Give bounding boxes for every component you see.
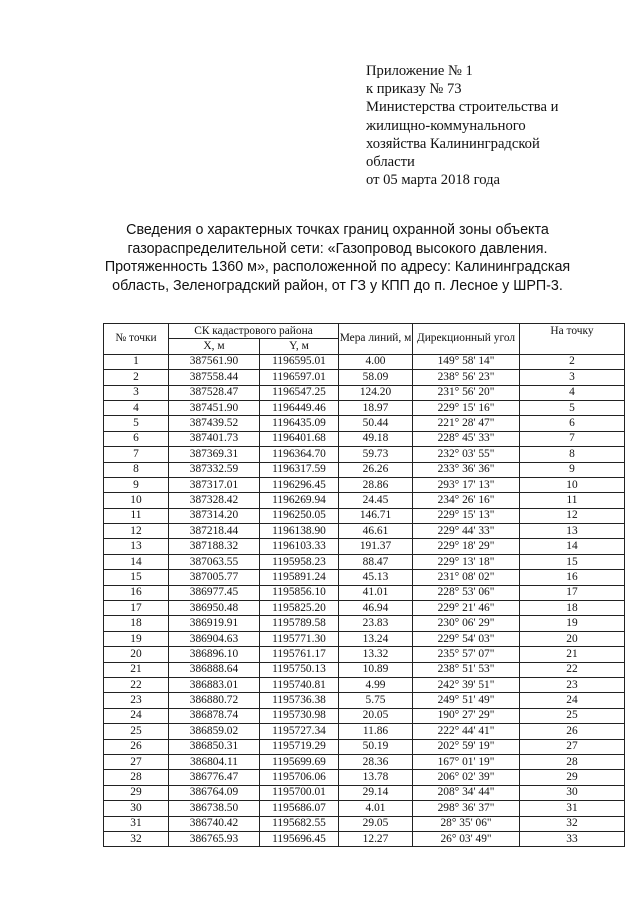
title-line: Сведения о характерных точках границ охранной зоны объекта bbox=[126, 222, 549, 238]
cell-measure: 13.24 bbox=[339, 631, 413, 646]
cell-direction: 28° 35' 06" bbox=[413, 816, 520, 831]
cell-measure: 29.14 bbox=[339, 785, 413, 800]
cell-to-point: 24 bbox=[520, 693, 625, 708]
table-row bbox=[104, 493, 625, 508]
table-row bbox=[104, 539, 625, 554]
cell-y: 1196401.68 bbox=[260, 431, 339, 446]
cell-point-no: 30 bbox=[104, 801, 169, 816]
table-row bbox=[104, 693, 625, 708]
cell-direction: 238° 56' 23" bbox=[413, 370, 520, 385]
table-row bbox=[104, 770, 625, 785]
cell-to-point: 13 bbox=[520, 524, 625, 539]
cell-direction: 234° 26' 16" bbox=[413, 493, 520, 508]
cell-x: 387317.01 bbox=[169, 477, 260, 492]
cell-y: 1196597.01 bbox=[260, 370, 339, 385]
cell-point-no: 27 bbox=[104, 754, 169, 769]
cell-x: 387188.32 bbox=[169, 539, 260, 554]
cell-point-no: 15 bbox=[104, 570, 169, 585]
cell-x: 386883.01 bbox=[169, 677, 260, 692]
table-row bbox=[104, 477, 625, 492]
header-point-no: № точки bbox=[104, 324, 169, 355]
table-row bbox=[104, 462, 625, 477]
appendix-line: к приказу № 73 bbox=[366, 81, 462, 98]
cell-to-point: 33 bbox=[520, 831, 625, 846]
cell-x: 386850.31 bbox=[169, 739, 260, 754]
cell-measure: 29.05 bbox=[339, 816, 413, 831]
cell-to-point: 19 bbox=[520, 616, 625, 631]
cell-y: 1195825.20 bbox=[260, 601, 339, 616]
cell-measure: 28.86 bbox=[339, 477, 413, 492]
cell-direction: 238° 51' 53" bbox=[413, 662, 520, 677]
cell-point-no: 1 bbox=[104, 354, 169, 369]
cell-direction: 221° 28' 47" bbox=[413, 416, 520, 431]
header-x: X, м bbox=[169, 339, 260, 354]
cell-direction: 229° 21' 46" bbox=[413, 601, 520, 616]
cell-x: 386880.72 bbox=[169, 693, 260, 708]
cell-measure: 58.09 bbox=[339, 370, 413, 385]
cell-y: 1195699.69 bbox=[260, 754, 339, 769]
cell-to-point: 22 bbox=[520, 662, 625, 677]
cell-measure: 10.89 bbox=[339, 662, 413, 677]
cell-y: 1196103.33 bbox=[260, 539, 339, 554]
cell-to-point: 11 bbox=[520, 493, 625, 508]
cell-y: 1196364.70 bbox=[260, 447, 339, 462]
cell-x: 386859.02 bbox=[169, 724, 260, 739]
cell-point-no: 25 bbox=[104, 724, 169, 739]
cell-to-point: 20 bbox=[520, 631, 625, 646]
cell-measure: 23.83 bbox=[339, 616, 413, 631]
table-row bbox=[104, 662, 625, 677]
cell-point-no: 32 bbox=[104, 831, 169, 846]
table-row bbox=[104, 647, 625, 662]
cell-to-point: 15 bbox=[520, 554, 625, 569]
cell-to-point: 26 bbox=[520, 724, 625, 739]
cell-direction: 167° 01' 19" bbox=[413, 754, 520, 769]
cell-direction: 222° 44' 41" bbox=[413, 724, 520, 739]
cell-point-no: 18 bbox=[104, 616, 169, 631]
cell-point-no: 14 bbox=[104, 554, 169, 569]
cell-measure: 18.97 bbox=[339, 400, 413, 415]
cell-direction: 190° 27' 29" bbox=[413, 708, 520, 723]
cell-x: 387332.59 bbox=[169, 462, 260, 477]
table-row bbox=[104, 831, 625, 846]
cell-to-point: 30 bbox=[520, 785, 625, 800]
table-row bbox=[104, 385, 625, 400]
cell-direction: 242° 39' 51" bbox=[413, 677, 520, 692]
cell-measure: 191.37 bbox=[339, 539, 413, 554]
cell-to-point: 4 bbox=[520, 385, 625, 400]
cell-y: 1195696.45 bbox=[260, 831, 339, 846]
cell-y: 1195706.06 bbox=[260, 770, 339, 785]
cell-y: 1196435.09 bbox=[260, 416, 339, 431]
cell-to-point: 10 bbox=[520, 477, 625, 492]
cell-point-no: 5 bbox=[104, 416, 169, 431]
cell-measure: 45.13 bbox=[339, 570, 413, 585]
table-row bbox=[104, 801, 625, 816]
cell-measure: 11.86 bbox=[339, 724, 413, 739]
cell-point-no: 13 bbox=[104, 539, 169, 554]
cell-point-no: 9 bbox=[104, 477, 169, 492]
cell-direction: 298° 36' 37" bbox=[413, 801, 520, 816]
table-row bbox=[104, 431, 625, 446]
cell-y: 1196547.25 bbox=[260, 385, 339, 400]
cell-measure: 12.27 bbox=[339, 831, 413, 846]
cell-to-point: 3 bbox=[520, 370, 625, 385]
cell-x: 387401.73 bbox=[169, 431, 260, 446]
cell-x: 386776.47 bbox=[169, 770, 260, 785]
cell-x: 386950.48 bbox=[169, 601, 260, 616]
cell-direction: 229° 44' 33" bbox=[413, 524, 520, 539]
cell-direction: 235° 57' 07" bbox=[413, 647, 520, 662]
table-row bbox=[104, 370, 625, 385]
cell-x: 387328.42 bbox=[169, 493, 260, 508]
cell-x: 387451.90 bbox=[169, 400, 260, 415]
table-row bbox=[104, 616, 625, 631]
table-row bbox=[104, 816, 625, 831]
table-row bbox=[104, 554, 625, 569]
cell-direction: 208° 34' 44" bbox=[413, 785, 520, 800]
cell-y: 1195789.58 bbox=[260, 616, 339, 631]
cell-measure: 50.19 bbox=[339, 739, 413, 754]
cell-point-no: 28 bbox=[104, 770, 169, 785]
cell-x: 386888.64 bbox=[169, 662, 260, 677]
document-title bbox=[90, 221, 585, 295]
cell-x: 387369.31 bbox=[169, 447, 260, 462]
cell-point-no: 21 bbox=[104, 662, 169, 677]
cell-point-no: 17 bbox=[104, 601, 169, 616]
cell-direction: 228° 45' 33" bbox=[413, 431, 520, 446]
header-cadastral: СК кадастрового района bbox=[169, 324, 339, 339]
cell-measure: 49.18 bbox=[339, 431, 413, 446]
cell-x: 386740.42 bbox=[169, 816, 260, 831]
table-row bbox=[104, 631, 625, 646]
cell-direction: 229° 15' 16" bbox=[413, 400, 520, 415]
cell-to-point: 21 bbox=[520, 647, 625, 662]
appendix-line: Министерства строительства и bbox=[366, 99, 559, 116]
cell-direction: 229° 13' 18" bbox=[413, 554, 520, 569]
cell-y: 1196250.05 bbox=[260, 508, 339, 523]
cell-x: 386919.91 bbox=[169, 616, 260, 631]
cell-point-no: 3 bbox=[104, 385, 169, 400]
header-y: Y, м bbox=[260, 339, 339, 354]
cell-to-point: 31 bbox=[520, 801, 625, 816]
table-row bbox=[104, 724, 625, 739]
cell-y: 1195761.17 bbox=[260, 647, 339, 662]
cell-measure: 146.71 bbox=[339, 508, 413, 523]
cell-y: 1195700.01 bbox=[260, 785, 339, 800]
cell-y: 1195771.30 bbox=[260, 631, 339, 646]
cell-to-point: 12 bbox=[520, 508, 625, 523]
cell-to-point: 32 bbox=[520, 816, 625, 831]
cell-measure: 26.26 bbox=[339, 462, 413, 477]
cell-point-no: 26 bbox=[104, 739, 169, 754]
cell-x: 386764.09 bbox=[169, 785, 260, 800]
cell-to-point: 6 bbox=[520, 416, 625, 431]
table-row bbox=[104, 677, 625, 692]
cell-point-no: 23 bbox=[104, 693, 169, 708]
cell-direction: 229° 18' 29" bbox=[413, 539, 520, 554]
cell-direction: 249° 51' 49" bbox=[413, 693, 520, 708]
cell-measure: 13.32 bbox=[339, 647, 413, 662]
table-row bbox=[104, 585, 625, 600]
cell-direction: 149° 58' 14" bbox=[413, 354, 520, 369]
cell-y: 1196269.94 bbox=[260, 493, 339, 508]
cell-direction: 206° 02' 39" bbox=[413, 770, 520, 785]
cell-measure: 41.01 bbox=[339, 585, 413, 600]
cell-measure: 46.61 bbox=[339, 524, 413, 539]
table-row bbox=[104, 447, 625, 462]
cell-x: 386896.10 bbox=[169, 647, 260, 662]
header-to-point: На точку bbox=[520, 324, 625, 355]
table-row bbox=[104, 754, 625, 769]
cell-to-point: 14 bbox=[520, 539, 625, 554]
cell-x: 386878.74 bbox=[169, 708, 260, 723]
cell-y: 1196138.90 bbox=[260, 524, 339, 539]
cell-y: 1196595.01 bbox=[260, 354, 339, 369]
title-line: область, Зеленоградский район, от ГЗ у КПП до п. Лесное у ШРП-3. bbox=[112, 277, 563, 294]
cell-direction: 26° 03' 49" bbox=[413, 831, 520, 846]
header-measure: Мера линий, м bbox=[339, 324, 413, 355]
cell-y: 1195727.34 bbox=[260, 724, 339, 739]
cell-x: 387005.77 bbox=[169, 570, 260, 585]
table-row bbox=[104, 354, 625, 369]
cell-y: 1195740.81 bbox=[260, 677, 339, 692]
coordinates-table bbox=[103, 323, 625, 847]
cell-x: 386904.63 bbox=[169, 631, 260, 646]
cell-direction: 293° 17' 13" bbox=[413, 477, 520, 492]
cell-y: 1196296.45 bbox=[260, 477, 339, 492]
cell-to-point: 23 bbox=[520, 677, 625, 692]
cell-point-no: 19 bbox=[104, 631, 169, 646]
cell-x: 386804.11 bbox=[169, 754, 260, 769]
cell-x: 387063.55 bbox=[169, 554, 260, 569]
cell-point-no: 8 bbox=[104, 462, 169, 477]
cell-direction: 229° 15' 13" bbox=[413, 508, 520, 523]
cell-y: 1195730.98 bbox=[260, 708, 339, 723]
cell-to-point: 27 bbox=[520, 739, 625, 754]
appendix-line: хозяйства Калининградской bbox=[366, 135, 540, 152]
cell-y: 1196317.59 bbox=[260, 462, 339, 477]
appendix-line: от 05 марта 2018 года bbox=[366, 172, 501, 189]
cell-to-point: 2 bbox=[520, 354, 625, 369]
table-row bbox=[104, 708, 625, 723]
cell-to-point: 5 bbox=[520, 400, 625, 415]
cell-point-no: 6 bbox=[104, 431, 169, 446]
cell-y: 1195719.29 bbox=[260, 739, 339, 754]
title-line: Протяженность 1360 м», расположенной по адресу: Калининградская bbox=[104, 259, 571, 276]
cell-x: 387218.44 bbox=[169, 524, 260, 539]
cell-measure: 20.05 bbox=[339, 708, 413, 723]
cell-to-point: 8 bbox=[520, 447, 625, 462]
cell-measure: 50.44 bbox=[339, 416, 413, 431]
cell-point-no: 31 bbox=[104, 816, 169, 831]
cell-to-point: 18 bbox=[520, 601, 625, 616]
cell-measure: 4.01 bbox=[339, 801, 413, 816]
title-line: газораспределительной сети: «Газопровод высокого давления. bbox=[127, 240, 548, 257]
cell-measure: 124.20 bbox=[339, 385, 413, 400]
cell-y: 1195736.38 bbox=[260, 693, 339, 708]
cell-x: 387439.52 bbox=[169, 416, 260, 431]
appendix-line: Приложение № 1 bbox=[366, 63, 473, 79]
cell-measure: 24.45 bbox=[339, 493, 413, 508]
table-row bbox=[104, 785, 625, 800]
cell-direction: 202° 59' 19" bbox=[413, 739, 520, 754]
cell-x: 387528.47 bbox=[169, 385, 260, 400]
cell-measure: 5.75 bbox=[339, 693, 413, 708]
appendix-block bbox=[366, 62, 616, 189]
cell-direction: 228° 53' 06" bbox=[413, 585, 520, 600]
cell-y: 1195856.10 bbox=[260, 585, 339, 600]
cell-measure: 13.78 bbox=[339, 770, 413, 785]
cell-direction: 231° 08' 02" bbox=[413, 570, 520, 585]
table-row bbox=[104, 601, 625, 616]
cell-point-no: 16 bbox=[104, 585, 169, 600]
table-row bbox=[104, 524, 625, 539]
cell-x: 386765.93 bbox=[169, 831, 260, 846]
cell-point-no: 7 bbox=[104, 447, 169, 462]
cell-x: 387314.20 bbox=[169, 508, 260, 523]
cell-y: 1195958.23 bbox=[260, 554, 339, 569]
table-row bbox=[104, 570, 625, 585]
cell-direction: 230° 06' 29" bbox=[413, 616, 520, 631]
cell-to-point: 17 bbox=[520, 585, 625, 600]
header-direction: Дирекционный угол bbox=[413, 324, 520, 355]
cell-x: 387561.90 bbox=[169, 354, 260, 369]
cell-measure: 88.47 bbox=[339, 554, 413, 569]
table-row bbox=[104, 739, 625, 754]
cell-measure: 28.36 bbox=[339, 754, 413, 769]
cell-y: 1196449.46 bbox=[260, 400, 339, 415]
cell-point-no: 24 bbox=[104, 708, 169, 723]
appendix-line: жилищно-коммунального bbox=[366, 117, 526, 134]
table-body bbox=[104, 354, 625, 847]
cell-point-no: 22 bbox=[104, 677, 169, 692]
appendix-line: области bbox=[366, 154, 415, 171]
cell-measure: 46.94 bbox=[339, 601, 413, 616]
cell-y: 1195682.55 bbox=[260, 816, 339, 831]
cell-point-no: 2 bbox=[104, 370, 169, 385]
cell-direction: 233° 36' 36" bbox=[413, 462, 520, 477]
cell-measure: 59.73 bbox=[339, 447, 413, 462]
cell-to-point: 29 bbox=[520, 770, 625, 785]
cell-x: 387558.44 bbox=[169, 370, 260, 385]
cell-direction: 229° 54' 03" bbox=[413, 631, 520, 646]
cell-y: 1195891.24 bbox=[260, 570, 339, 585]
cell-x: 386977.45 bbox=[169, 585, 260, 600]
cell-point-no: 11 bbox=[104, 508, 169, 523]
cell-measure: 4.00 bbox=[339, 354, 413, 369]
cell-to-point: 7 bbox=[520, 431, 625, 446]
table-row bbox=[104, 416, 625, 431]
cell-x: 386738.50 bbox=[169, 801, 260, 816]
cell-point-no: 20 bbox=[104, 647, 169, 662]
cell-point-no: 10 bbox=[104, 493, 169, 508]
cell-to-point: 25 bbox=[520, 708, 625, 723]
cell-point-no: 4 bbox=[104, 400, 169, 415]
cell-y: 1195686.07 bbox=[260, 801, 339, 816]
cell-direction: 231° 56' 20" bbox=[413, 385, 520, 400]
table-row bbox=[104, 508, 625, 523]
cell-to-point: 9 bbox=[520, 462, 625, 477]
cell-to-point: 28 bbox=[520, 754, 625, 769]
cell-point-no: 12 bbox=[104, 524, 169, 539]
cell-to-point: 16 bbox=[520, 570, 625, 585]
table-row bbox=[104, 400, 625, 415]
cell-point-no: 29 bbox=[104, 785, 169, 800]
cell-direction: 232° 03' 55" bbox=[413, 447, 520, 462]
cell-measure: 4.99 bbox=[339, 677, 413, 692]
cell-y: 1195750.13 bbox=[260, 662, 339, 677]
